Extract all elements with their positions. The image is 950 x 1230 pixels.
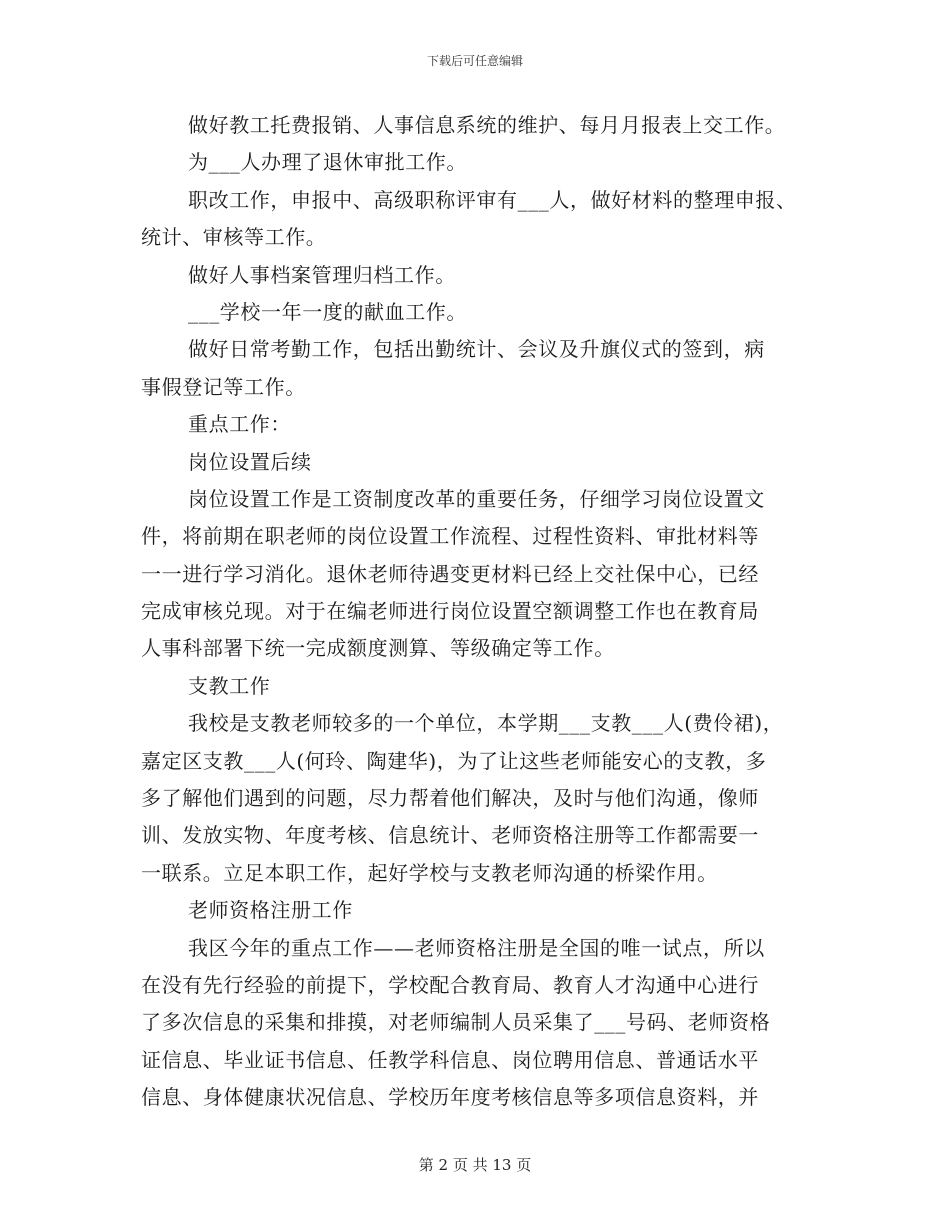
text-line: 一一进行学习消化。退休老师待遇变更材料已经上交社保中心，已经 — [141, 561, 759, 586]
text-line: 嘉定区支教___人(何玲、陶建华)，为了让这些老师能安心的支教，多 — [141, 748, 767, 773]
document-body — [141, 107, 831, 1117]
text-line: 在没有先行经验的前提下，学校配合教育局、教育人才沟通中心进行 — [141, 972, 759, 997]
text-line: 多了解他们遇到的问题，尽力帮着他们解决，及时与他们沟通，像师 — [141, 786, 759, 811]
text-line: 重点工作： — [188, 412, 291, 437]
text-line: 一联系。立足本职工作，起好学校与支教老师沟通的桥梁作用。 — [141, 860, 718, 885]
text-line: 做好教工托费报销、人事信息系统的维护、每月月报表上交工作。 — [188, 113, 786, 137]
text-line: 统计、审核等工作。 — [141, 225, 327, 250]
text-line: 信息、身体健康状况信息、学校历年度考核信息等多项信息资料，并 — [141, 1085, 759, 1110]
text-line: 我区今年的重点工作——老师资格注册是全国的唯一试点，所以 — [188, 935, 765, 960]
text-line: 完成审核兑现。对于在编老师进行岗位设置空额调整工作也在教育局 — [141, 599, 759, 624]
page-number: 第 2 页 共 13 页 — [418, 1156, 532, 1174]
text-line: ___学校一年一度的献血工作。 — [188, 299, 467, 324]
text-line: 人事科部署下统一完成额度测算、等级确定等工作。 — [141, 636, 615, 661]
text-line: 了多次信息的采集和排摸，对老师编制人员采集了___号码、老师资格 — [141, 1010, 771, 1035]
text-line: 我校是支教老师较多的一个单位，本学期___支教___人(费伶裙)， — [188, 711, 784, 736]
page-header: 下载后可任意编辑 — [426, 54, 523, 68]
text-line: 做好日常考勤工作，包括出勤统计、会议及升旗仪式的签到，病 — [188, 337, 765, 362]
text-line: 训、发放实物、年度考核、信息统计、老师资格注册等工作都需要一 — [141, 823, 759, 848]
text-line: 岗位设置后续 — [188, 449, 312, 474]
text-line: 老师资格注册工作 — [188, 898, 353, 923]
text-line: 做好人事档案管理归档工作。 — [188, 262, 456, 287]
text-line: 为___人办理了退休审批工作。 — [188, 150, 467, 175]
text-line: 职改工作，申报中、高级职称评审有___人，做好材料的整理申报、 — [188, 187, 797, 212]
text-line: 件，将前期在职老师的岗位设置工作流程、过程性资料、审批材料等 — [141, 524, 759, 549]
text-line: 支教工作 — [188, 673, 271, 698]
text-line: 事假登记等工作。 — [141, 374, 306, 399]
text-line: 岗位设置工作是工资制度改革的重要任务，仔细学习岗位设置文 — [188, 486, 765, 511]
text-line: 证信息、毕业证书信息、任教学科信息、岗位聘用信息、普通话水平 — [141, 1047, 759, 1072]
